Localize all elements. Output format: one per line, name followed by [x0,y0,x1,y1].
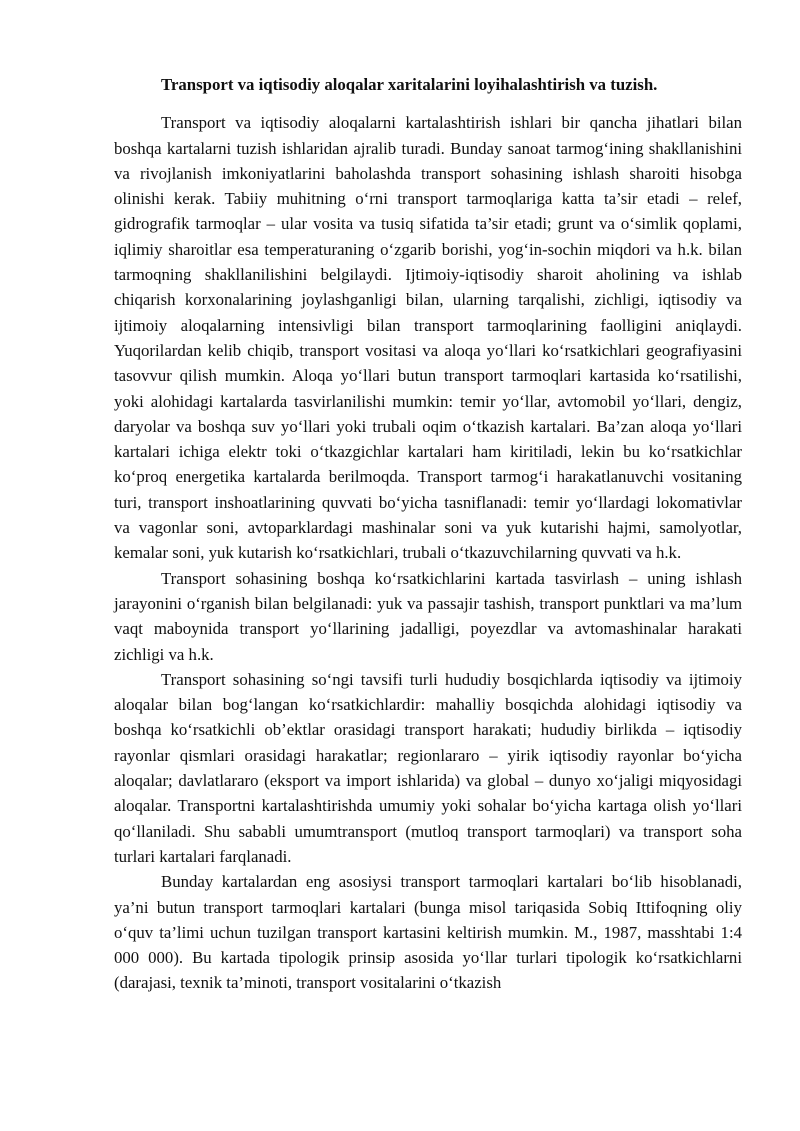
paragraph-4: Bunday kartalardan eng asosiysi transport tarmoqlari kartalari bo‘lib hisoblanadi, ya’ni butun transport tarmoqlari kartalari (bunga misol tariqasida Sobiq Ittifoqning oliy o‘quv ta’limi uchun tuzilgan transport kartasini keltirish mumkin. M., 1987, masshtabi 1:4 000 000). Bu kartada tipologik prinsip asosida yo‘llar turlari tipologik ko‘rsatkichlarni (darajasi, texnik ta’minoti, transport vositalarini o‘tkazish [114,872,742,993]
paragraph-3: Transport sohasining so‘ngi tavsifi turli hududiy bosqichlarda iqtisodiy va ijtimoiy aloqalar bilan bog‘langan ko‘rsatkichlardir: mahalliy bosqichda alohidagi iqtisodiy va boshqa ko‘rsatkichli ob’ektlar orasidagi transport harakati; hududiy birlikda – iqtisodiy rayonlar qismlari orasidagi harakatlar; regionlararo – yirik iqtisodiy rayonlar bo‘yicha aloqalar; davlatlararo (eksport va import ishlarida) va global – dunyo xo‘jaligi miqyosidagi aloqalar. Transportni kartalashtirishda umumiy yoki sohalar bo‘yicha kartaga olish yo‘llari qo‘llaniladi. Shu sababli umumtransport (mutloq transport tarmoqlari) va transport soha turlari kartalari farqlanadi. [114,669,742,866]
document-body [114,72,742,996]
paragraph-1: Transport va iqtisodiy aloqalarni kartalashtirish ishlari bir qancha jihatlari bilan boshqa kartalarni tuzish ishlaridan ajralib turadi. Bunday sanoat tarmog‘ining shakllanishini va rivojlanish imkoniyatlarini baholashda transport sohasining ishlash sharoiti hisobga olinishi kerak. Tabiiy muhitning o‘rni transport tarmoqlariga katta ta’sir etadi – relef, gidrografik tarmoqlar – ular vosita va tusiq sifatida ta’sir etadi; grunt va o‘simlik qoplami, iqlimiy sharoitlar esa temperaturaning o‘zgarib borishi, yog‘in-sochin miqdori va h.k. bilan tarmoqning shakllanilishini belgilaydi. Ijtimoiy-iqtisodiy sharoit aholining va ishlab chiqarish korxonalarining joylashganligi bilan, ularning tarqalishi, zichligi, iqtisodiy va ijtimoiy aloqalarning intensivligi bilan transport tarmoqlarining faolligini aniqlaydi. Yuqorilardan kelib chiqib, transport vositasi va aloqa yo‘llari ko‘rsatkichlari geografiyasini tasovvur qilish mumkin. Aloqa yo‘llari butun transport tarmoqlari kartasida ko‘rsatilishi, yoki alohidagi kartalarda tasvirlanilishi mumkin: temir yo‘llar, avtomobil yo‘llari, dengiz, daryolar va boshqa suv yo‘llari yoki trubali oqim o‘tkazish kartalari. Ba’zan aloqa yo‘llari kartalari ichiga elektr toki o‘tkazgichlar kartalari ham kiritiladi, lekin bu ko‘rsatkichlar ko‘proq energetika kartalarda berilmoqda. Transport tarmog‘i harakatlanuvchi vositaning turi, transport inshoatlarining quvvati bo‘yicha tasniflanadi: temir yo‘llardagi lokomativlar va vagonlar soni, avtoparklardagi mashinalar soni va yuk kutarishi hajmi, samolyotlar, kemalar soni, yuk kutarish ko‘rsatkichlari, trubali o‘tkazuvchilarning quvvati va h.k. [114,113,742,563]
document-title: Transport va iqtisodiy aloqalar xaritalarini loyihalashtirish va tuzish. [161,75,658,94]
paragraph-2: Transport sohasining boshqa ko‘rsatkichlarini kartada tasvirlash – uning ishlash jarayonini o‘rganish bilan belgilanadi: yuk va passajir tashish, transport punktlari va ma’lum vaqt maboynida transport yo‘llarining jadalligi, poyezdlar va avtomashinalar harakati zichligi va h.k. [114,568,742,664]
